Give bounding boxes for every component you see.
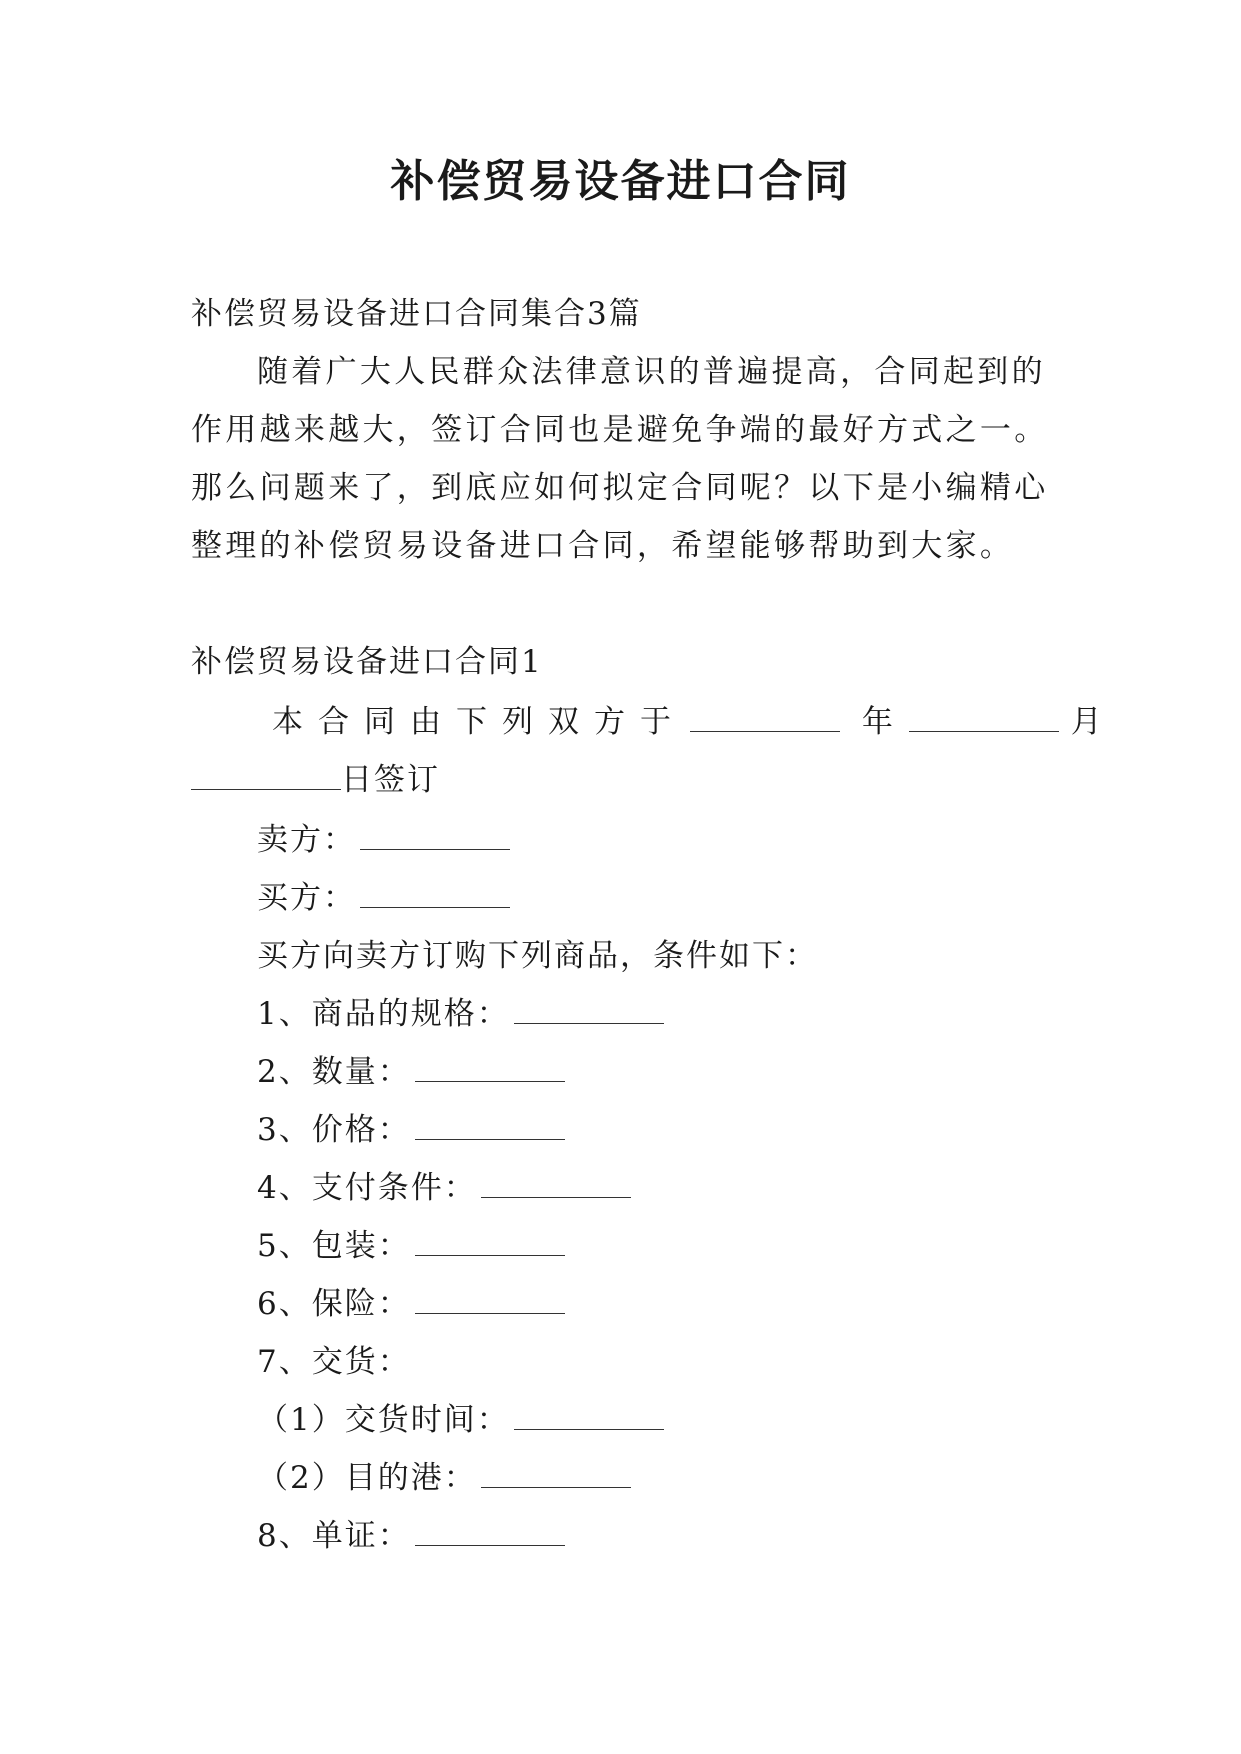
item-line bbox=[257, 992, 664, 1036]
buyer-line bbox=[257, 876, 510, 920]
item-line bbox=[257, 1050, 565, 1094]
item-label: 2、数量： bbox=[257, 1054, 411, 1090]
item-line bbox=[257, 1398, 664, 1442]
seller-line bbox=[257, 818, 510, 862]
item-blank bbox=[415, 1515, 565, 1546]
signing-year-blank bbox=[690, 701, 840, 732]
signing-day-blank bbox=[191, 759, 341, 790]
signing-month-label: 月 bbox=[1070, 704, 1104, 740]
order-intro: 买方向卖方订购下列商品，条件如下： bbox=[257, 938, 818, 974]
item-blank bbox=[415, 1109, 565, 1140]
item-blank bbox=[514, 1399, 664, 1430]
signing-line-text: 本合同由下列双方于 bbox=[272, 704, 686, 740]
section-heading: 补偿贸易设备进口合同1 bbox=[191, 644, 543, 680]
item-line bbox=[257, 1282, 565, 1326]
item-label: 3、价格： bbox=[257, 1112, 411, 1148]
document-title: 补偿贸易设备进口合同 bbox=[390, 156, 851, 207]
item-blank bbox=[514, 993, 664, 1024]
item-blank bbox=[415, 1283, 565, 1314]
item-label: （2）目的港： bbox=[257, 1460, 477, 1496]
item-label: 1、商品的规格： bbox=[257, 996, 510, 1032]
collection-heading: 补偿贸易设备进口合同集合3篇 bbox=[191, 296, 642, 332]
item-line bbox=[257, 1166, 631, 1210]
signing-line bbox=[272, 700, 1104, 744]
buyer-blank bbox=[360, 877, 510, 908]
item-label: 4、支付条件： bbox=[257, 1170, 477, 1206]
item-blank bbox=[481, 1457, 631, 1488]
item-blank bbox=[481, 1167, 631, 1198]
item-line bbox=[257, 1224, 565, 1268]
signing-year-label: 年 bbox=[861, 704, 895, 740]
item-line bbox=[257, 1340, 411, 1384]
item-label: 8、单证： bbox=[257, 1518, 411, 1554]
item-line bbox=[257, 1514, 565, 1558]
seller-blank bbox=[360, 819, 510, 850]
signing-day-line bbox=[191, 758, 440, 802]
item-label: 5、包装： bbox=[257, 1228, 411, 1264]
signing-day-label: 日签订 bbox=[341, 762, 440, 798]
item-label: 7、交货： bbox=[257, 1344, 411, 1380]
buyer-label: 买方： bbox=[257, 880, 356, 916]
item-line bbox=[257, 1456, 631, 1500]
item-blank bbox=[415, 1225, 565, 1256]
intro-paragraph: 随着广大人民群众法律意识的普遍提高，合同起到的作用越来越大，签订合同也是避免争端的最好方式之一。那么问题来了，到底应如何拟定合同呢？以下是小编精心整理的补偿贸易设备进口合同，希望能够帮助到大家。 bbox=[191, 354, 1049, 564]
item-label: （1）交货时间： bbox=[257, 1402, 510, 1438]
seller-label: 卖方： bbox=[257, 822, 356, 858]
signing-month-blank bbox=[909, 701, 1059, 732]
item-blank bbox=[415, 1051, 565, 1082]
item-label: 6、保险： bbox=[257, 1286, 411, 1322]
item-line bbox=[257, 1108, 565, 1152]
